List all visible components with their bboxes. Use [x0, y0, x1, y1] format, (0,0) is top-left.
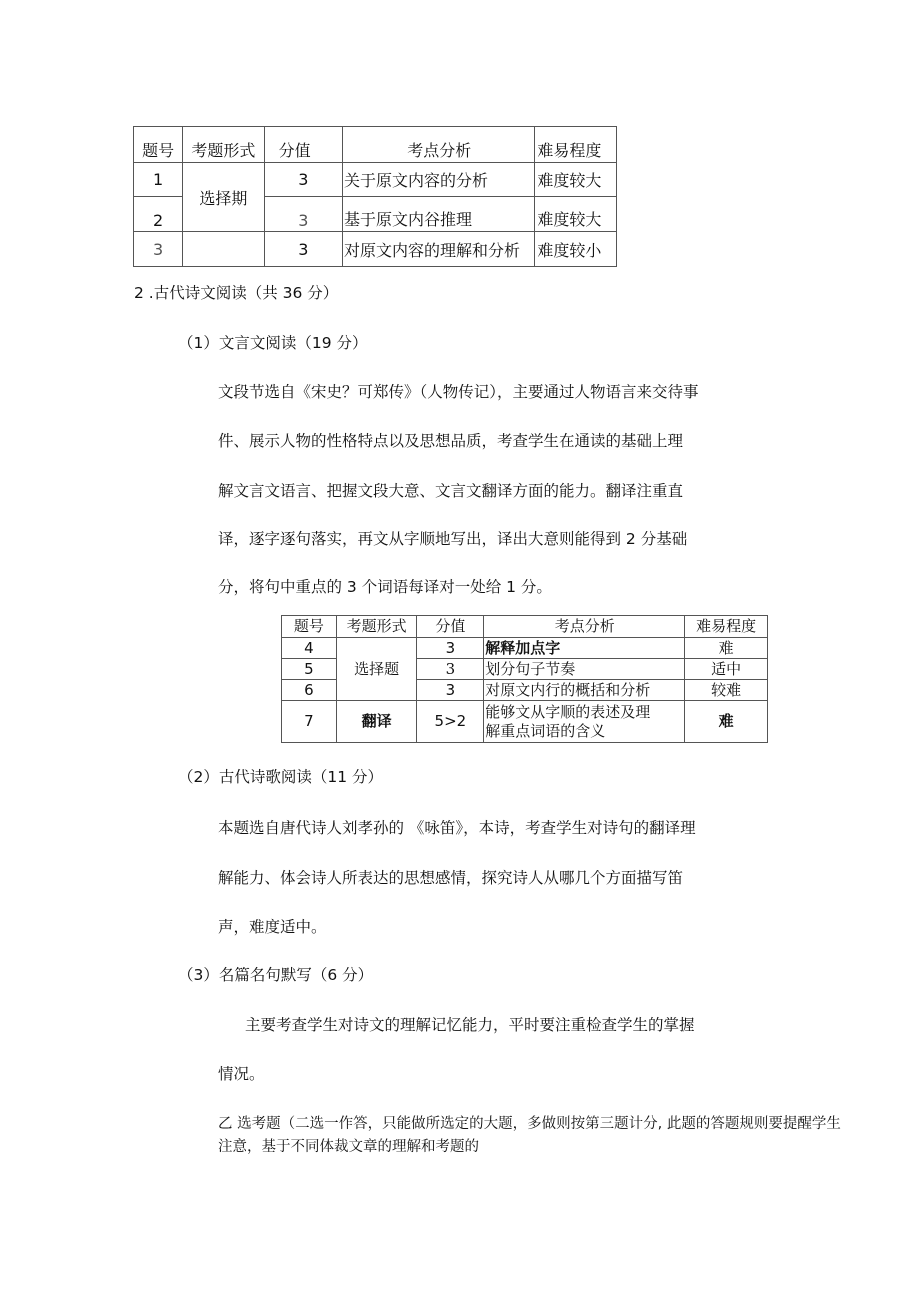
paragraph-line: 解能力、体会诗人所表达的思想感情，探究诗人从哪几个方面描写笛: [218, 869, 684, 887]
question-number: 1: [134, 163, 183, 197]
analysis: 基于原文内谷推理: [343, 197, 535, 232]
header-cell: 分值: [264, 127, 342, 163]
exam-table-2: [281, 615, 768, 743]
header-cell: 题号: [134, 127, 183, 163]
paragraph-line: 分，将句中重点的 3 个词语每译对一处给 1 分。: [218, 578, 552, 596]
section-heading: 2 .古代诗文阅读（共 36 分）: [134, 284, 339, 302]
header-cell: 难易程度: [535, 127, 617, 163]
question-number: 3: [134, 232, 183, 267]
paragraph-line: 情况。: [218, 1065, 265, 1083]
difficulty: 难度较大: [535, 197, 617, 232]
question-number: 6: [282, 680, 337, 701]
table-header-row: [134, 127, 617, 163]
paragraph-line: 解文言文语言、把握文段大意、文言文翻译方面的能力。翻译注重直: [218, 482, 684, 500]
analysis: 关于原文内容的分析: [343, 163, 535, 197]
score-value: 3: [417, 659, 484, 680]
analysis-line: 解重点词语的含义: [485, 721, 606, 740]
header-cell: 题号: [282, 616, 337, 638]
paragraph-line: 主要考查学生对诗文的理解记忆能力，平时要注重检查学生的掌握: [245, 1016, 695, 1034]
header-cell: 考点分析: [484, 616, 685, 638]
table-header-row: [282, 616, 768, 638]
exam-table-1: [133, 126, 617, 267]
score-value: 3: [417, 680, 484, 701]
analysis: [484, 701, 685, 743]
question-form: 选择期: [183, 163, 264, 232]
difficulty: 难: [685, 638, 768, 659]
table-row: [134, 232, 617, 267]
paragraph-line: 声，难度适中。: [218, 918, 327, 936]
question-number: 2: [134, 197, 183, 232]
header-cell: 考题形式: [336, 616, 417, 638]
paragraph-line: 译，逐字逐句落实，再文从字顺地写出，译出大意则能得到 2 分基础: [218, 530, 688, 548]
question-number: 7: [282, 701, 337, 743]
score-value: 3: [264, 197, 342, 232]
question-number: 5: [282, 659, 337, 680]
score-value: 3: [264, 232, 342, 267]
header-cell: 分值: [417, 616, 484, 638]
difficulty: 难: [685, 701, 768, 743]
score-value: 3: [417, 638, 484, 659]
question-form: 选择题: [336, 638, 417, 701]
subsection-heading: （2）古代诗歌阅读（11 分）: [178, 768, 384, 786]
header-cell: 考点分析: [343, 127, 535, 163]
section-b-line: 乙 选考题（二选一作答，只能做所选定的大题，多做则按第三题计分, 此题的答题规则要提醒学生: [218, 1116, 841, 1132]
question-form: 翻译: [336, 701, 417, 743]
empty-cell: [183, 232, 264, 267]
table-row: [282, 638, 768, 659]
analysis: 对原文内容的理解和分析: [343, 232, 535, 267]
difficulty: 适中: [685, 659, 768, 680]
header-cell: 难易程度: [685, 616, 768, 638]
table-row: [282, 701, 768, 743]
score-value: 3: [264, 163, 342, 197]
header-cell: 考题形式: [183, 127, 264, 163]
difficulty: 难度较大: [535, 163, 617, 197]
paragraph-line: 本题选自唐代诗人刘孝孙的 《咏笛》，本诗，考查学生对诗句的翻译理: [218, 819, 696, 837]
analysis: 解释加点字: [484, 638, 685, 659]
difficulty: 较难: [685, 680, 768, 701]
subsection-heading: （1）文言文阅读（19 分）: [178, 334, 368, 352]
table-row: [134, 163, 617, 197]
section-b-line: 注意，基于不同体裁文章的理解和考题的: [218, 1139, 479, 1155]
analysis: 对原文内行的概括和分析: [484, 680, 685, 701]
paragraph-line: 文段节选自《宋史？可郑传》（人物传记），主要通过人物语言来交待事: [218, 383, 699, 401]
analysis-line: 能够文从字顺的表述及理: [485, 702, 651, 721]
score-value: 5>2: [417, 701, 484, 743]
question-number: 4: [282, 638, 337, 659]
analysis: 划分句子节奏: [484, 659, 685, 680]
paragraph-line: 件、展示人物的性格特点以及思想品质，考查学生在通读的基础上理: [218, 432, 684, 450]
subsection-heading: （3）名篇名句默写（6 分）: [178, 966, 374, 984]
difficulty: 难度较小: [535, 232, 617, 267]
